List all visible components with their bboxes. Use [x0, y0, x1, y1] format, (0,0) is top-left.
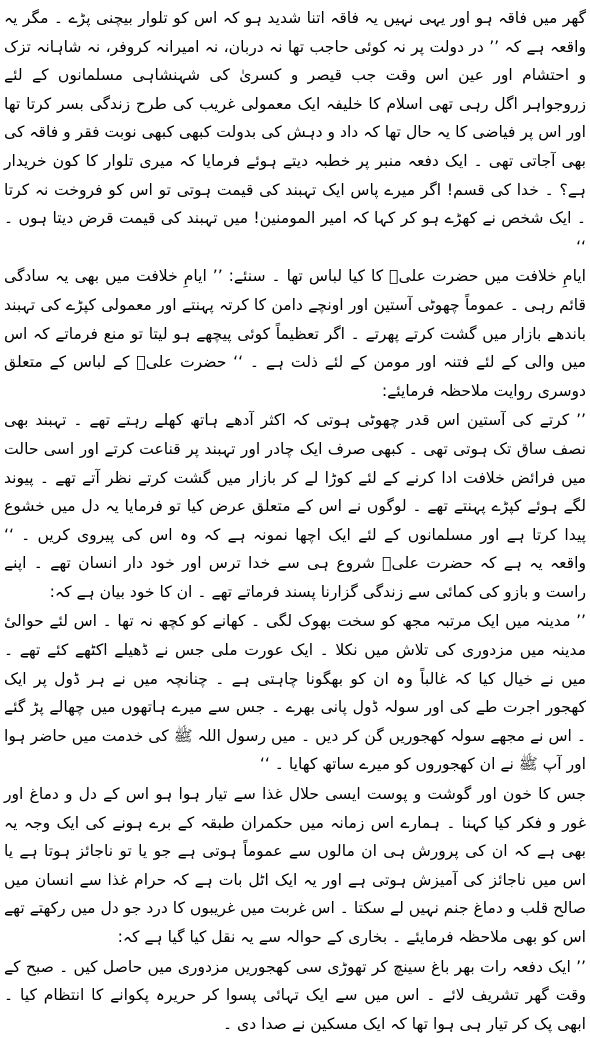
paragraph-3: ’’ کرتے کی آستین اس قدر چھوٹی ہوتی کہ اکثر آدھے ہاتھ کھلے رہتے تھے ۔ تہبند بھی نصف ساق تک ہوتی تھی ۔ کبھی صرف ایک چادر اور تہبند پر قناعت کرتے اور اسی حالت میں فرائض خلافت ادا کرنے کے لئے کوڑا لے کر بازار میں گشت کرتے نظر آتے تھے ۔ پیوند لگے ہوئے کپڑے پہنتے تھے ۔ لوگوں نے اس کے متعلق عرض کیا تو فرمایا یہ دل میں خشوع پیدا کرتا ہے اور مسلمانوں کے لئے ایک اچھا نمونہ ہے کہ وہ اس کی پیروی کریں ۔ ‘‘ واقعہ یہ ہے کہ حضرت علیؓ شروع ہی سے خدا ترس اور خود دار انسان تھے ۔ اپنے راست و بازو کی کمائی سے زندگی گزارنا پسند فرماتے تھے ۔ ان کا خود بیان ہے کہ:: [4, 411, 586, 601]
paragraph-5: جس کا خون اور گوشت و پوست ایسی حلال غذا سے تیار ہوا ہو اس کے دل و دماغ اور غور و فکر کیا کہنا ۔ ہمارے اس زمانہ میں حکمران طبقہ کے برے ہونے کی ایک وجہ یہ بھی ہے کہ ان کی پرورش ہی ان مالوں سے عموماً ہوتی ہے جو یا تو ناجائز ہوتا ہے یا اس میں ناجائز کی آمیزش ہوتی ہے اور یہ ایک اٹل بات ہے کہ حرام غذا سے انسان میں صالح قلب و دماغ جنم نہیں لے سکتا ۔ اس غربت میں غریبوں کا درد جو دل میں رکھتے تھے اس کو بھی ملاحظہ فرمایئے ۔ بخاری کے حوالہ سے یہ نقل کیا گیا ہے کہ:: [4, 785, 586, 946]
paragraph-2: ایامِ خلافت میں حضرت علیؓ کا کیا لباس تھا ۔ سنئے: ’’ ایامِ خلافت میں بھی یہ سادگی قائم رہی ۔ عموماً چھوٹی آستین اور اونچے دامن کا کرتہ پہنتے اور معمولی کپڑے کی تہبند باندھے بازار میں گشت کرتے پھرتے ۔ اگر تعظیماً کوئی پیچھے ہو لیتا تو منع فرماتے کہ اس میں والی کے لئے فتنہ اور مومن کے لئے ذلت ہے ۔ ‘‘ حضرت علیؓ کے لباس کے متعلق دوسری روایت ملاحظہ فرمایئے:: [4, 267, 586, 400]
paragraph-6: ’’ ایک دفعہ رات بھر باغ سینچ کر تھوڑی سی کھجوریں مزدوری میں حاصل کیں ۔ صبح کے وقت گھر تشریف لائے ۔ اس میں سے ایک تہائی پسوا کر حریرہ پکوانے کا انتظام کیا ۔ ابھی پک کر تیار ہی ہوا تھا کہ ایک مسکین نے صدا دی ۔: [4, 957, 586, 1033]
paragraph-1: گھر میں فاقہ ہو اور یہی نہیں یہ فاقہ اتنا شدید ہو کہ اس کو تلوار بیچنی پڑے ۔ مگر یہ واقعہ ہے کہ ’’ در دولت پر نہ کوئی حاجب تھا نہ دربان، نہ امیرانہ کروفر، نہ شاہانہ تزک و احتشام اور عین اس وقت جب قیصر و کسریٰ کی شہنشاہی مسلمانوں کے لئے زروجواہر اگل رہی تھی اسلام کا خلیفہ ایک معمولی غریب کی طرح زندگی بسر کرتا تھا اور اس پر فیاضی کا یہ حال تھا کہ داد و دہش کی بدولت کبھی کبھی نوبت فقر و فاقہ کی بھی آجاتی تھی ۔ ایک دفعہ منبر پر خطبہ دیتے ہوئے فرمایا کہ میری تلوار کا کون خریدار ہے؟ ۔ خدا کی قسم! اگر میرے پاس ایک تہبند کی قیمت ہوتی تو اس کو فروخت نہ کرتا ۔ ایک شخص نے کھڑے ہو کر کہا کہ امیر المومنین! میں تہبند کی قیمت قرض دیتا ہوں ۔ ‘‘: [4, 9, 586, 256]
document-page: [4, 4, 586, 1033]
paragraph-4: ’’ مدینہ میں ایک مرتبہ مجھ کو سخت بھوک لگی ۔ کھانے کو کچھ نہ تھا ۔ اس لئے حوالیٔ مدینہ میں مزدوری کی تلاش میں نکلا ۔ ایک عورت ملی جس نے ڈھیلے اکٹھے کئے تھے ۔ میں نے خیال کیا کہ غالباً وہ ان کو بھگونا چاہتی ہے ۔ چنانچہ میں نے ہر ڈول پر ایک کھجور اجرت طے کی اور سولہ ڈول پانی بھرے ۔ جس سے میرے ہاتھوں میں چھالے پڑ گئے ۔ اس نے مجھے سولہ کھجوریں گن کر دیں ۔ میں رسول اللہ ﷺ کی خدمت میں حاضر ہوا اور آپ ﷺ نے ان کھجوروں کو میرے ساتھ کھایا ۔ ‘‘: [4, 612, 586, 774]
